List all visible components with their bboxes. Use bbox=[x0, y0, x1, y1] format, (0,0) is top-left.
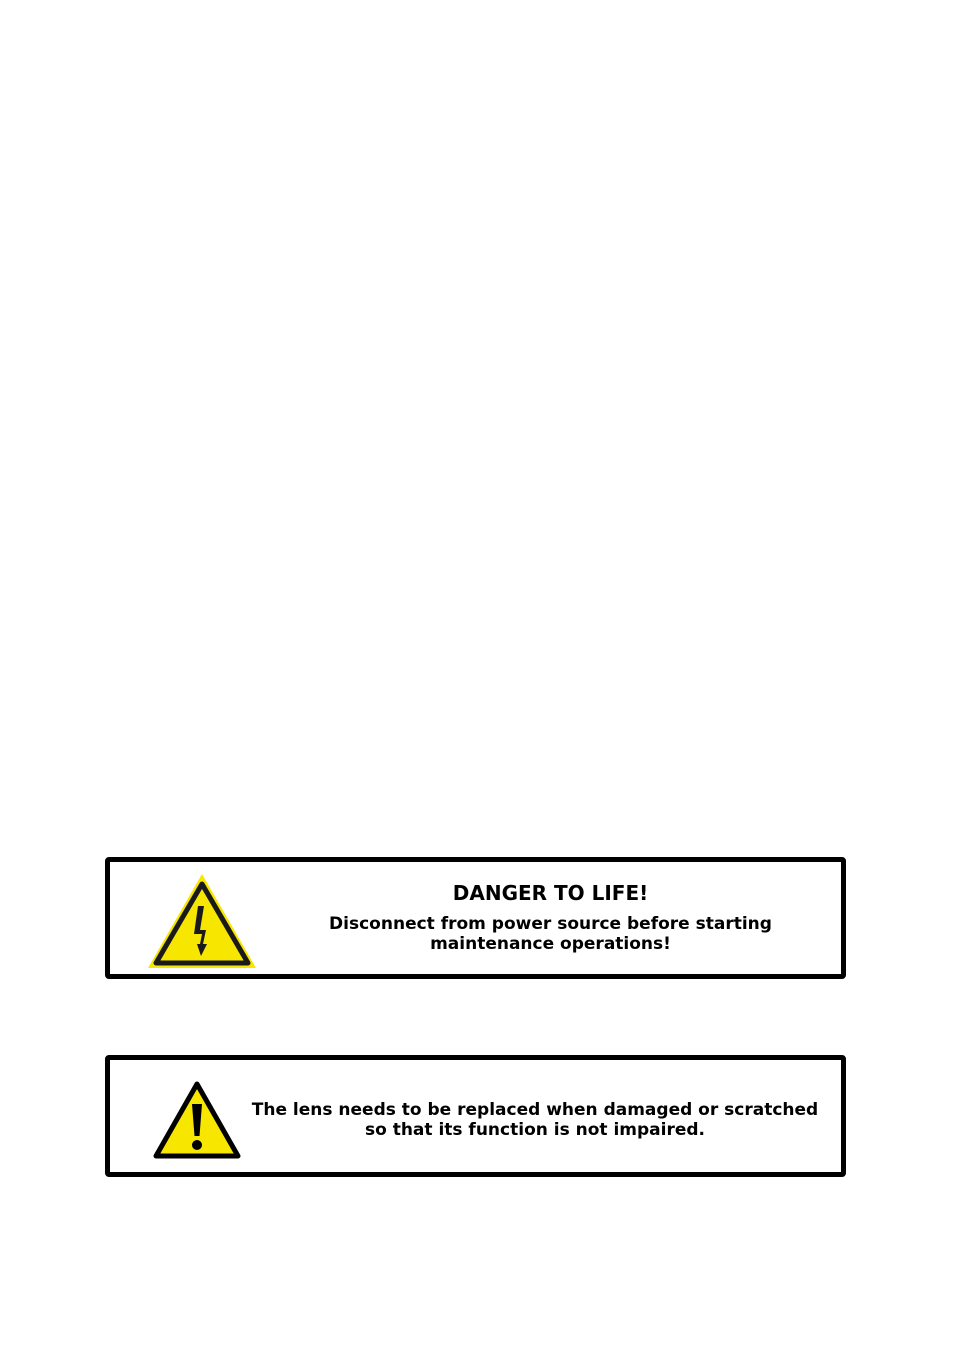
danger-text bbox=[270, 878, 831, 954]
danger-warning-box bbox=[105, 857, 846, 979]
danger-title: DANGER TO LIFE! bbox=[452, 881, 649, 905]
high-voltage-warning-icon bbox=[146, 872, 258, 970]
lens-line-2: so that its function is not impaired. bbox=[364, 1120, 706, 1140]
danger-line-2: maintenance operations! bbox=[430, 934, 671, 954]
lens-warning-box bbox=[105, 1055, 846, 1177]
danger-line-1: Disconnect from power source before starting bbox=[329, 914, 772, 934]
exclamation-warning-icon bbox=[152, 1080, 242, 1160]
lens-line-1: The lens needs to be replaced when damaged or scratched bbox=[251, 1100, 819, 1120]
lens-text bbox=[235, 1100, 835, 1140]
